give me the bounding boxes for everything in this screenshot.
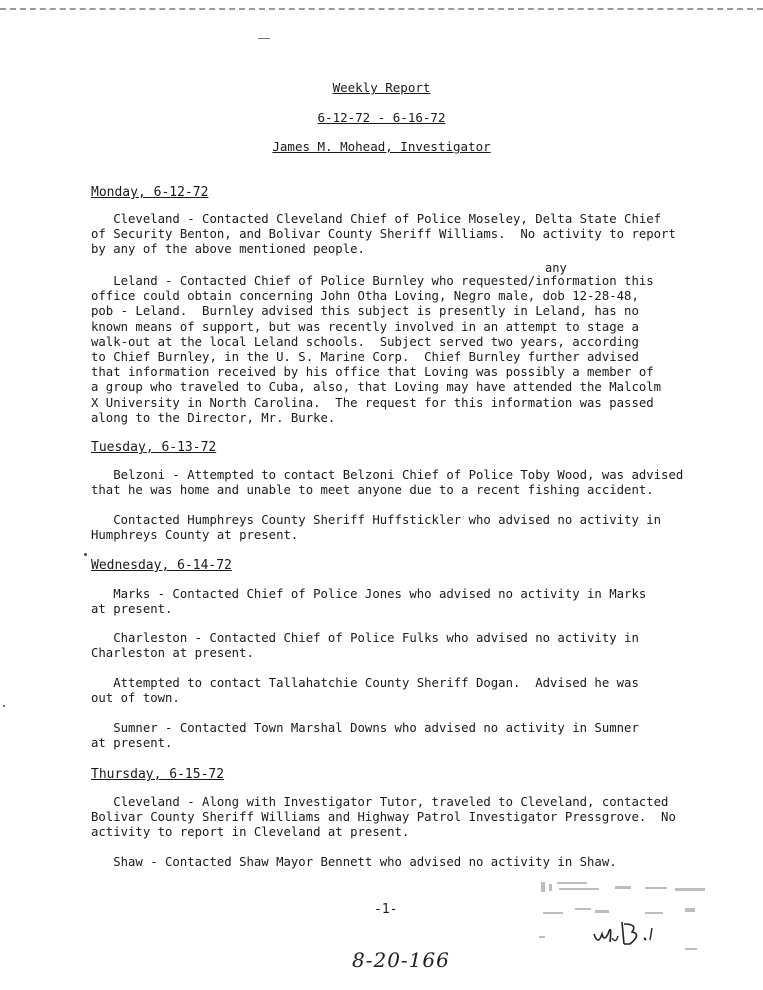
paragraph-shaw: Shaw - Contacted Shaw Mayor Bennett who advised no activity in Shaw. bbox=[91, 855, 617, 869]
report-title: Weekly Report bbox=[332, 80, 431, 95]
page-number: -1- bbox=[374, 902, 398, 917]
page-top-edge bbox=[0, 0, 763, 10]
scan-mark bbox=[258, 38, 270, 39]
handwritten-document-number: 8-20-166 bbox=[352, 948, 450, 972]
paragraph-tallahatchie: Attempted to contact Tallahatchie County Sheriff Dogan. Advised he was out of town. bbox=[91, 676, 639, 706]
paragraph-cleveland-thursday: Cleveland - Along with Investigator Tutor, traveled to Cleveland, contacted Bolivar County Sheriff Williams and Highway Patrol Investigator Pressgrove. No activity to report in Cleveland at present. bbox=[91, 795, 676, 840]
report-author: James M. Mohead, Investigator bbox=[272, 139, 491, 154]
section-heading-tuesday: Tuesday, 6-13-72 bbox=[91, 440, 217, 455]
paragraph-marks: Marks - Contacted Chief of Police Jones who advised no activity in Marks at present. bbox=[91, 587, 647, 617]
paragraph-belzoni: Belzoni - Attempted to contact Belzoni Chief of Police Toby Wood, was advised that he was home and unable to meet anyone due to a recent fishing accident. bbox=[91, 468, 684, 498]
margin-mark bbox=[3, 705, 5, 707]
margin-mark bbox=[84, 553, 87, 556]
paragraph-sumner: Sumner - Contacted Town Marshal Downs who advised no activity in Sumner at present. bbox=[91, 721, 639, 751]
section-heading-wednesday: Wednesday, 6-14-72 bbox=[91, 558, 232, 573]
paragraph-charleston: Charleston - Contacted Chief of Police Fulks who advised no activity in Charleston at present. bbox=[91, 631, 639, 661]
report-dates: 6-12-72 - 6-16-72 bbox=[317, 110, 446, 125]
paragraph-cleveland-monday: Cleveland - Contacted Cleveland Chief of Police Moseley, Delta State Chief of Security Benton, and Bolivar County Sheriff Williams. No activity to report by any of the above mentioned people. bbox=[91, 212, 676, 257]
handwritten-insertion: any bbox=[545, 261, 567, 275]
section-heading-thursday: Thursday, 6-15-72 bbox=[91, 767, 225, 782]
handwritten-signature bbox=[588, 912, 668, 952]
paragraph-leland: Leland - Contacted Chief of Police Burnley who requested/information this office could obtain concerning John Otha Loving, Negro male, dob 12-28-48, pob - Leland. Burnley advised this subject is presently in Leland, has no known means of support, but was recently involved in an attempt to stage a walk-out at the local Leland schools. Subject served two years, according to Chief Burnley, in the U. S. Marine Corp. Chief Burnley further advised that information received by his office that Loving was possibly a member of a group who traveled to Cuba, also, that Loving may have attended the Malcolm X University in North Carolina. The request for this information was passed along to the Director, Mr. Burke. bbox=[91, 274, 662, 425]
section-heading-monday: Monday, 6-12-72 bbox=[91, 185, 209, 200]
paragraph-humphreys: Contacted Humphreys County Sheriff Huffstickler who advised no activity in Humphreys County at present. bbox=[91, 513, 662, 543]
